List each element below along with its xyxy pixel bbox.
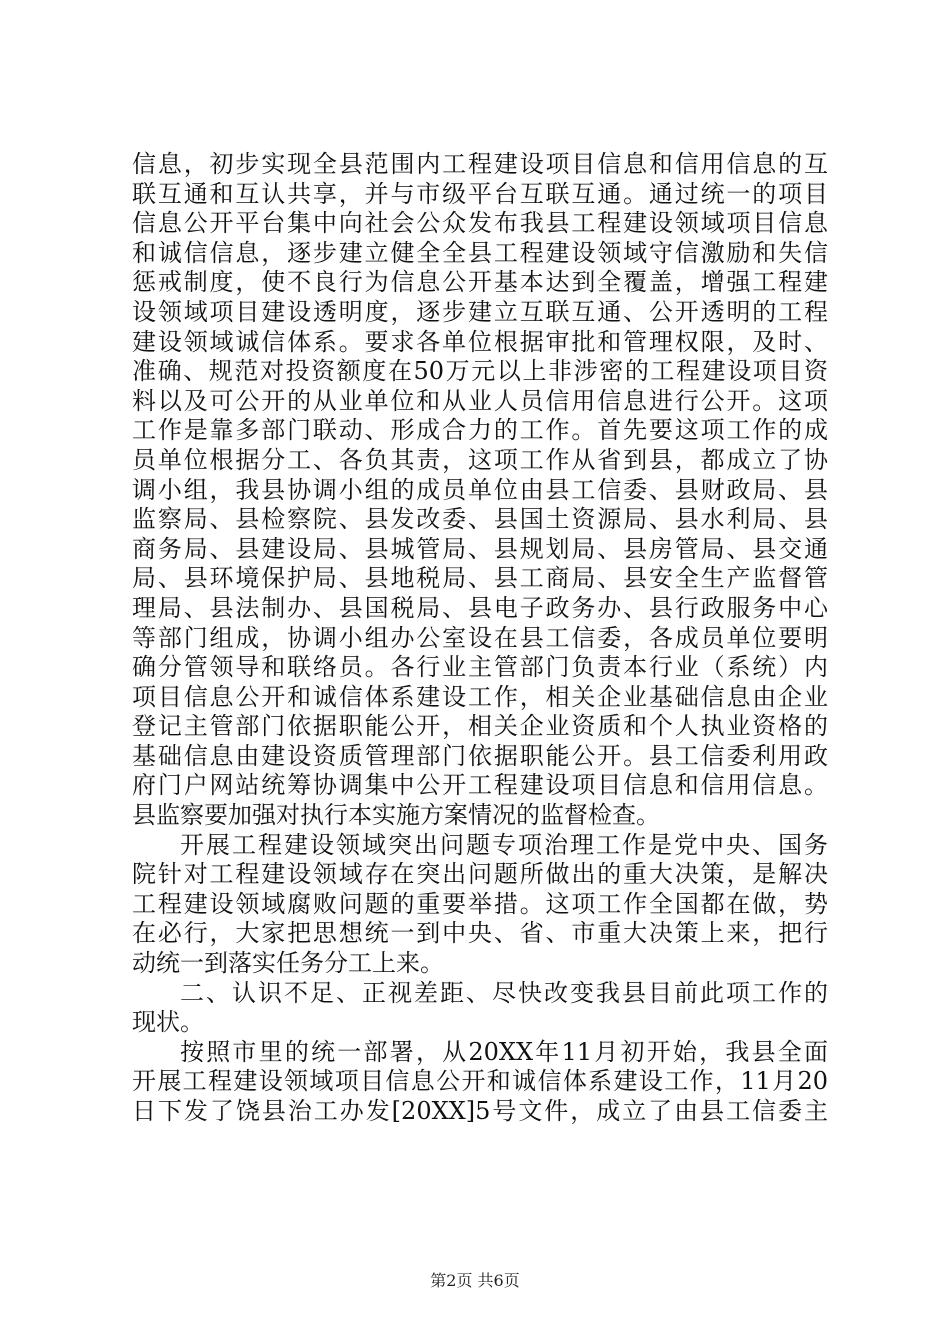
text-line: 调小组，我县协调小组的成员单位由县工信委、县财政局、县 (132, 475, 828, 504)
text-line: 工作是靠多部门联动、形成合力的工作。首先要这项工作的成 (132, 416, 828, 445)
text-line: 商务局、县建设局、县城管局、县规划局、县房管局、县交通 (132, 534, 828, 563)
paragraph-first-line: 开展工程建设领域突出问题专项治理工作是党中央、国务 (180, 830, 828, 859)
section-heading: 二、认识不足、正视差距、尽快改变我县目前此项工作的 (180, 978, 828, 1007)
text-line: 等部门组成，协调小组办公室设在县工信委，各成员单位要明 (132, 623, 828, 652)
text-line: 开展工程建设领域项目信息公开和诚信体系建设工作，11月20 (132, 1067, 828, 1096)
text-line: 日下发了饶县治工办发[20XX]5号文件，成立了由县工信委主 (132, 1097, 828, 1125)
document-body (132, 150, 828, 1127)
text-line: 联互通和互认共享，并与市级平台互联互通。通过统一的项目 (132, 179, 828, 208)
page-number-footer: 第2页 共6页 (430, 1271, 520, 1290)
paragraph-first-line: 按照市里的统一部署，从20XX年11月初开始，我县全面 (180, 1037, 828, 1066)
text-line: 和诚信信息，逐步建立健全全县工程建设领域守信激励和失信 (132, 238, 828, 267)
text-line: 员单位根据分工、各负其责，这项工作从省到县，都成立了协 (132, 445, 828, 474)
text-line: 县监察要加强对执行本实施方案情况的监督检查。 (132, 801, 660, 830)
text-line: 信息公开平台集中向社会公众发布我县工程建设领域项目信息 (132, 209, 828, 238)
text-line: 局、县环境保护局、县地税局、县工商局、县安全生产监督管 (132, 564, 828, 593)
text-line: 确分管领导和联络员。各行业主管部门负责本行业（系统）内 (132, 653, 828, 682)
section-heading-continued: 现状。 (132, 1008, 204, 1037)
text-line: 准确、规范对投资额度在50万元以上非涉密的工程建设项目资 (132, 357, 828, 386)
text-line: 登记主管部门依据职能公开，相关企业资质和个人执业资格的 (132, 712, 828, 741)
text-line: 在必行，大家把思想统一到中央、省、市重大决策上来，把行 (132, 919, 828, 948)
text-line: 动统一到落实任务分工上来。 (132, 949, 444, 978)
text-line: 监察局、县检察院、县发改委、县国土资源局、县水利局、县 (132, 505, 828, 534)
text-line: 设领域项目建设透明度，逐步建立互联互通、公开透明的工程 (132, 297, 828, 326)
text-line: 建设领域诚信体系。要求各单位根据审批和管理权限，及时、 (132, 327, 828, 356)
text-line: 理局、县法制办、县国税局、县电子政务办、县行政服务中心 (132, 593, 828, 622)
text-line: 惩戒制度，使不良行为信息公开基本达到全覆盖，增强工程建 (132, 268, 828, 297)
text-line: 项目信息公开和诚信体系建设工作，相关企业基础信息由企业 (132, 682, 828, 711)
text-line: 料以及可公开的从业单位和从业人员信用信息进行公开。这项 (132, 386, 828, 415)
text-line: 基础信息由建设资质管理部门依据职能公开。县工信委利用政 (132, 741, 828, 770)
text-line: 信息，初步实现全县范围内工程建设项目信息和信用信息的互 (132, 150, 828, 178)
text-line: 府门户网站统筹协调集中公开工程建设项目信息和信用信息。 (132, 771, 828, 800)
text-line: 院针对工程建设领域存在突出问题所做出的重大决策，是解决 (132, 860, 828, 889)
text-line: 工程建设领域腐败问题的重要举措。这项工作全国都在做，势 (132, 889, 828, 918)
